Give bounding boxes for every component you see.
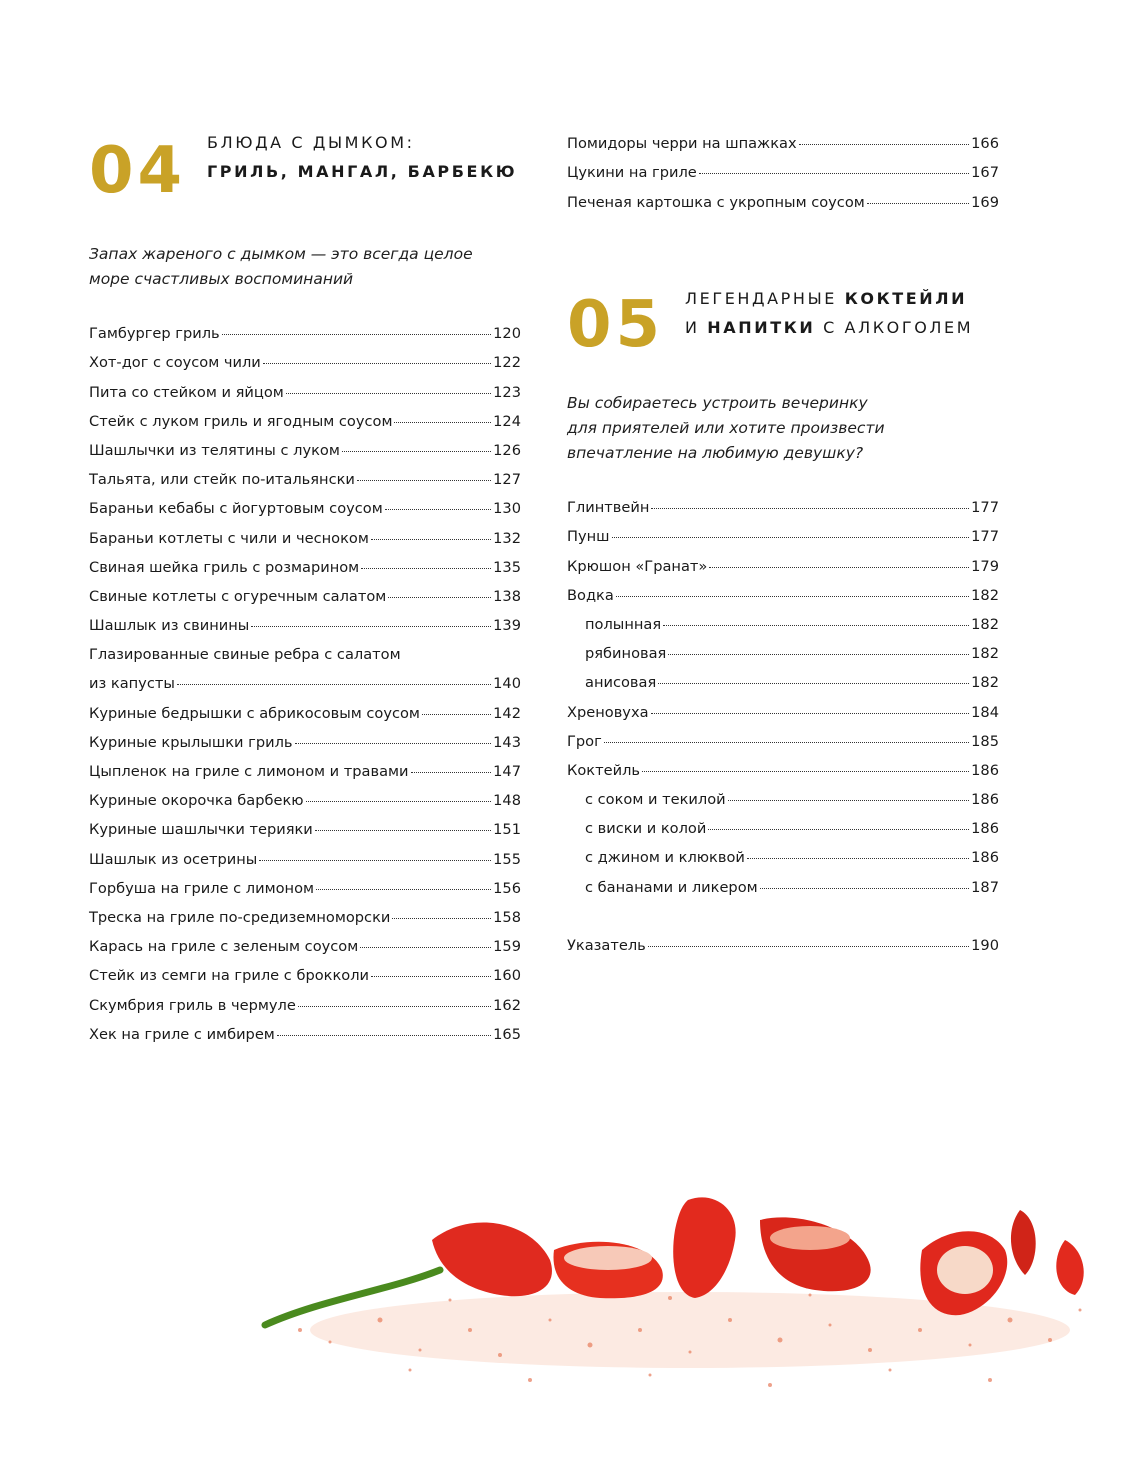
toc-entry[interactable] (89, 756, 521, 785)
toc-entry-page: 142 (493, 704, 521, 722)
toc-entry-title: Водка (567, 586, 614, 604)
toc-leader-dots (177, 683, 491, 685)
toc-leader-dots (616, 595, 969, 597)
toc-entry-title: Стейк из семги на гриле с брокколи (89, 967, 370, 985)
toc-entry[interactable] (567, 128, 999, 157)
toc-entry-title: Тальята, или стейк по-итальянски (89, 471, 355, 489)
toc-entry-page: 147 (493, 763, 521, 780)
toc-entry[interactable] (567, 492, 999, 521)
toc-leader-dots (658, 682, 969, 684)
toc-list-chapter-04-continued (567, 128, 999, 216)
toc-entry-title: Печеная картошка с укропным соусом (567, 193, 865, 211)
toc-leader-dots (867, 202, 969, 204)
intro-line: для приятелей или хотите произвести (567, 419, 885, 437)
toc-list-index (567, 930, 999, 959)
toc-entry[interactable] (567, 726, 999, 755)
toc-leader-dots (799, 143, 970, 145)
toc-entry-title: Цукини на гриле (567, 164, 697, 182)
toc-entry[interactable] (89, 873, 521, 902)
chapter-title-part: ЛЕГЕНДАРНЫЕ (685, 289, 845, 308)
toc-entry-title: с джином и клюквой (585, 849, 745, 867)
toc-entry[interactable] (567, 755, 999, 784)
toc-leader-dots (709, 566, 969, 568)
toc-leader-dots (360, 946, 491, 948)
toc-entry-title: Хек на гриле с имбирем (89, 1025, 275, 1043)
chapter-number: 04 (89, 134, 187, 208)
toc-entry-page: 122 (493, 354, 521, 372)
chapter-title-line1: БЛЮДА С ДЫМКОМ: (207, 133, 415, 152)
toc-entry-title: с бананами и ликером (585, 878, 758, 896)
toc-leader-dots (604, 741, 969, 743)
toc-entry-title: с соком и текилой (585, 791, 726, 809)
toc-entry-page: 160 (493, 967, 521, 985)
chapter-number: 05 (567, 288, 665, 362)
toc-leader-dots (222, 333, 491, 335)
toc-entry-page: 138 (493, 587, 521, 605)
toc-leader-dots (259, 859, 491, 861)
toc-entry-page: 184 (971, 703, 999, 721)
toc-leader-dots (651, 712, 970, 714)
toc-leader-dots (342, 450, 491, 452)
toc-entry-page: 177 (971, 499, 999, 517)
toc-entry[interactable] (89, 318, 521, 347)
toc-leader-dots (306, 800, 492, 802)
toc-entry-page: 156 (493, 879, 521, 897)
chili-peppers-icon (170, 1180, 1120, 1420)
chapter-intro (89, 242, 473, 292)
toc-entry-title: Куриные окорочка барбекю (89, 792, 304, 810)
chapter-title (207, 128, 517, 186)
toc-entry-page: 190 (971, 937, 999, 955)
toc-entry[interactable] (567, 157, 999, 186)
toc-entry[interactable] (567, 667, 999, 696)
toc-entry[interactable] (89, 785, 521, 814)
toc-entry[interactable] (89, 931, 521, 960)
toc-entry-title: Свиная шейка гриль с розмарином (89, 558, 360, 576)
toc-leader-dots (361, 567, 491, 569)
toc-entry[interactable] (89, 376, 521, 405)
toc-entry[interactable] (567, 784, 999, 813)
toc-entry-page: 182 (971, 615, 999, 633)
toc-leader-dots (392, 917, 491, 919)
toc-entry-page: 182 (971, 645, 999, 663)
toc-entry-title: анисовая (585, 674, 657, 692)
toc-leader-dots (388, 596, 491, 598)
toc-entry-page: 124 (493, 412, 521, 430)
toc-leader-dots (642, 770, 969, 772)
toc-entry[interactable] (567, 638, 999, 667)
toc-entry[interactable] (89, 902, 521, 931)
chapter-title-emphasis: КОКТЕЙЛИ (844, 289, 968, 308)
toc-entry-title: Свиные котлеты с огуречным салатом (89, 587, 387, 605)
toc-entry[interactable] (89, 493, 521, 522)
toc-entry-page: 151 (493, 821, 521, 839)
toc-entry-title: Грог (567, 732, 602, 750)
chapter-title-line1 (685, 284, 973, 313)
toc-entry-page: 179 (971, 557, 999, 575)
toc-leader-dots (371, 538, 491, 540)
toc-entry[interactable] (567, 550, 999, 579)
toc-entry-page: 139 (493, 617, 521, 635)
toc-leader-dots (295, 742, 492, 744)
toc-leader-dots (663, 624, 969, 626)
intro-line: впечатление на любимую девушку? (567, 444, 864, 462)
toc-entry-page: 143 (493, 733, 521, 751)
toc-entry-title: Хот-дог с соусом чили (89, 354, 261, 372)
toc-entry[interactable] (89, 814, 521, 843)
toc-entry-page: 185 (971, 732, 999, 750)
toc-entry-index[interactable] (567, 930, 999, 959)
toc-leader-dots (728, 799, 969, 801)
toc-entry[interactable] (567, 842, 999, 871)
toc-entry-page: 186 (971, 791, 999, 809)
toc-entry-title: Гамбургер гриль (89, 325, 220, 343)
chapter-title-emphasis: НАПИТКИ (707, 318, 816, 337)
toc-entry[interactable] (567, 871, 999, 900)
toc-entry[interactable] (89, 406, 521, 435)
toc-entry-page: 167 (971, 164, 999, 182)
toc-leader-dots (648, 945, 969, 947)
toc-entry-page: 165 (493, 1025, 521, 1043)
toc-entry[interactable] (89, 639, 521, 668)
toc-entry-title: Бараньи кебабы с йогуртовым соусом (89, 500, 383, 518)
toc-leader-dots (277, 1034, 491, 1036)
toc-entry-title: Скумбрия гриль в чермуле (89, 996, 296, 1014)
toc-entry-title: Пита со стейком и яйцом (89, 383, 284, 401)
toc-leader-dots (411, 771, 492, 773)
toc-entry[interactable] (567, 813, 999, 842)
toc-leader-dots (422, 713, 491, 715)
toc-entry-page: 186 (971, 820, 999, 838)
toc-entry[interactable] (89, 347, 521, 376)
toc-entry[interactable] (89, 697, 521, 726)
toc-entry[interactable] (89, 610, 521, 639)
intro-line: Вы собираетесь устроить вечеринку (567, 394, 868, 412)
toc-entry-page: 126 (493, 441, 521, 459)
toc-entry-title: Коктейль (567, 761, 640, 779)
toc-entry[interactable] (89, 522, 521, 551)
toc-entry[interactable] (89, 960, 521, 989)
toc-entry-page: 186 (971, 761, 999, 779)
toc-entry-page: 159 (493, 938, 521, 956)
toc-entry-page: 177 (971, 528, 999, 546)
toc-entry-title: Хреновуха (567, 703, 649, 721)
toc-entry-page: 140 (493, 675, 521, 693)
chapter-title-part: И (685, 318, 708, 337)
toc-leader-dots (371, 975, 491, 977)
toc-entry[interactable] (567, 186, 999, 215)
toc-entry[interactable] (89, 464, 521, 493)
chapter-04-header (89, 128, 521, 208)
toc-leader-dots (394, 421, 491, 423)
toc-leader-dots (699, 172, 969, 174)
chapter-title-line2 (685, 313, 973, 342)
toc-entry-page: 158 (493, 908, 521, 926)
toc-entry[interactable] (567, 580, 999, 609)
toc-leader-dots (708, 828, 969, 830)
toc-entry-title: Помидоры черри на шпажках (567, 135, 797, 153)
toc-entry-title: Куриные крылышки гриль (89, 733, 293, 751)
toc-leader-dots (263, 362, 491, 364)
toc-leader-dots (651, 507, 969, 509)
toc-entry-page: 148 (493, 792, 521, 810)
toc-entry-page: 130 (493, 500, 521, 518)
toc-entry-title: Шашлычки из телятины с луком (89, 441, 340, 459)
chapter-05-header (567, 284, 999, 364)
toc-leader-dots (668, 653, 969, 655)
toc-entry-title: Пунш (567, 528, 610, 546)
toc-entry-title: Стейк с луком гриль и ягодным соусом (89, 412, 393, 430)
toc-entry-page: 135 (493, 558, 521, 576)
toc-leader-dots (298, 1005, 491, 1007)
toc-entry-title: рябиновая (585, 645, 667, 663)
toc-entry[interactable] (89, 989, 521, 1018)
toc-entry[interactable] (89, 435, 521, 464)
toc-leader-dots (760, 887, 970, 889)
toc-entry-title: Шашлык из осетрины (89, 850, 258, 868)
chapter-title-part: С АЛКОГОЛЕМ (815, 318, 974, 337)
toc-entry-title: Бараньи котлеты с чили и чесноком (89, 529, 369, 547)
intro-line: море счастливых воспоминаний (89, 270, 354, 288)
toc-entry-title: Куриные шашлычки терияки (89, 821, 313, 839)
toc-entry-title: Указатель (567, 937, 646, 955)
toc-entry-page: 155 (493, 850, 521, 868)
toc-entry-page: 162 (493, 996, 521, 1014)
toc-entry-title: с виски и колой (585, 820, 707, 838)
toc-entry-title: Глазированные свиные ребра с салатом (89, 646, 401, 664)
toc-leader-dots (286, 392, 491, 394)
toc-entry[interactable] (89, 727, 521, 756)
toc-entry-page: 169 (971, 193, 999, 211)
toc-leader-dots (612, 536, 970, 538)
intro-line: Запах жареного с дымком — это всегда целое (89, 245, 473, 263)
toc-entry-title: Карась на гриле с зеленым соусом (89, 938, 359, 956)
toc-leader-dots (315, 829, 491, 831)
toc-entry-page: 127 (493, 471, 521, 489)
toc-entry-page: 166 (971, 135, 999, 153)
chapter-intro (567, 391, 885, 466)
toc-list-chapter-04 (89, 318, 521, 1048)
toc-entry-title: Цыпленок на гриле с лимоном и травами (89, 763, 409, 780)
toc-leader-dots (385, 508, 491, 510)
toc-entry-title: Крюшон «Гранат» (567, 557, 708, 575)
toc-entry-page: 182 (971, 586, 999, 604)
toc-entry-title: Куриные бедрышки с абрикосовым соусом (89, 704, 420, 722)
toc-entry-page: 186 (971, 849, 999, 867)
chapter-title-line2: ГРИЛЬ, МАНГАЛ, БАРБЕКЮ (207, 162, 518, 181)
toc-leader-dots (747, 857, 969, 859)
toc-entry-page: 132 (493, 529, 521, 547)
toc-entry-title: из капусты (89, 675, 175, 693)
toc-entry-page: 123 (493, 383, 521, 401)
toc-entry[interactable] (567, 696, 999, 725)
toc-entry-page: 187 (971, 878, 999, 896)
toc-leader-dots (357, 479, 491, 481)
toc-entry-page: 120 (493, 325, 521, 343)
toc-entry[interactable] (89, 552, 521, 581)
toc-entry[interactable] (89, 1019, 521, 1048)
toc-leader-dots (316, 888, 491, 890)
toc-entry-page: 182 (971, 674, 999, 692)
toc-entry-title: Шашлык из свинины (89, 617, 250, 635)
toc-leader-dots (251, 625, 491, 627)
toc-list-chapter-05 (567, 492, 999, 901)
chapter-title (685, 284, 973, 342)
toc-entry-title: Треска на гриле по-средиземноморски (89, 908, 391, 926)
toc-entry[interactable] (567, 609, 999, 638)
toc-entry[interactable] (89, 581, 521, 610)
toc-entry[interactable] (89, 843, 521, 872)
toc-entry-title: Горбуша на гриле с лимоном (89, 879, 315, 897)
toc-entry[interactable] (89, 668, 521, 697)
toc-entry-title: Глинтвейн (567, 499, 650, 517)
toc-entry-title: полынная (585, 615, 662, 633)
toc-entry[interactable] (567, 521, 999, 550)
